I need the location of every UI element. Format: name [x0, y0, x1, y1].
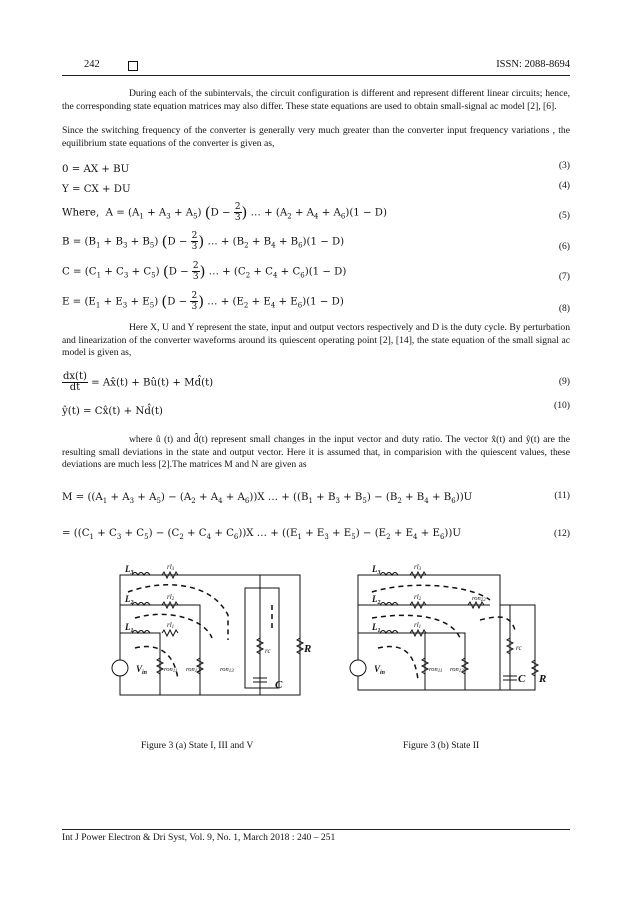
paragraph-4: where û (t) and d̂(t) represent small changes in the input vector and duty ratio. The vector x̂(t) and ŷ(t) are the resulting small deviations in the state and output vector. Here it is assumed that, in comparision with the quiescent values, these deviations are much less [2].The matrices M and N are given as	[62, 434, 570, 470]
svg-text:L1: $L_1$	[125, 622, 134, 634]
issn: ISSN: 2088-8694	[496, 59, 570, 70]
svg-text:C: C	[275, 679, 283, 691]
equation-number-3: (3)	[558, 160, 570, 171]
svg-text:Vin: $V_{in}$	[374, 664, 386, 676]
svg-text:rl3: rl3	[167, 563, 175, 572]
figure-caption-a: Figure 3 (a) State I, III and V	[141, 740, 254, 751]
footer-rule	[62, 829, 570, 830]
equation-3: 0 = AX + BU	[62, 164, 130, 175]
svg-text:ron13: ron13	[220, 666, 234, 674]
svg-text:rl1: rl1	[167, 621, 175, 630]
equation-number-11: (11)	[554, 490, 570, 501]
square-icon	[128, 61, 138, 71]
svg-text:L3: $L_3$	[125, 564, 134, 576]
equation-number-4: (4)	[558, 180, 570, 191]
equation-number-12: (12)	[554, 528, 570, 539]
equation-11: $M = ((A_1 + A_3 + A_5) - (A_2 + A_4 + A_6))X$ … + $((B_1 + B_3 + B_5) - (B_2 + B_4 + B_6))U$	[62, 492, 473, 506]
equation-9: $\frac{dx(t)}{dt}$ = Ax̂(t) + Bû(t) + Md̂(t)	[63, 371, 214, 393]
equation-number-8: (8)	[558, 303, 570, 314]
equation-5: Where, $A = (A_1 + A_3 + A_5) (D$ − $\frac{2}{3}$ ) … + $(A_2 + A_4 + A_6)(1 - D)$	[62, 202, 387, 223]
svg-text:R: R	[304, 643, 312, 655]
header-rule	[62, 75, 570, 76]
svg-text:C: C	[518, 673, 526, 685]
equation-4: Y = CX + DU	[62, 184, 131, 195]
equation-number-5: (5)	[558, 210, 570, 221]
equation-7: $C = (C_1 + C_3 + C_5) (D$ − $\frac{2}{3}$ ) … + $(C_2 + C_4 + C_6)(1 - D)$	[62, 261, 347, 282]
figure-caption-b: Figure 3 (b) State II	[403, 740, 480, 751]
svg-text:R: R	[539, 673, 547, 685]
circuit-diagram-state-1	[100, 560, 310, 705]
equation-12: = $((C_1 + C_3 + C_5) - (C_2 + C_4 + C_6))X$ … + $((E_1 + E_3 + E_5) - (E_2 + E_4 + E_6))U$	[62, 528, 461, 542]
equation-number-9: (9)	[558, 376, 570, 387]
paragraph-3: Here X, U and Y represent the state, input and output vectors respectively and D is the duty cycle. By perturbation and linearization of the converter waveforms around its quiescent operating point [2], [14], the state equation of the small signal ac model is given as,	[62, 322, 570, 358]
svg-text:ron11: ron11	[429, 666, 443, 674]
equation-10: ŷ(t) = Cx̂(t) + Nd̂(t)	[62, 406, 163, 417]
svg-text:L3: $L_3$	[372, 564, 381, 576]
footer-citation: Int J Power Electron & Dri Syst, Vol. 9, No. 1, March 2018 : 240 – 251	[62, 832, 336, 843]
svg-text:ron22: ron22	[472, 595, 486, 603]
svg-text:rl2: rl2	[414, 593, 422, 602]
svg-text:L2: $L_2$	[125, 594, 134, 606]
svg-text:L2: $L_2$	[372, 594, 381, 606]
equation-number-6: (6)	[558, 241, 570, 252]
equation-8: $E = (E_1 + E_3 + E_5) (D$ − $\frac{2}{3}$ ) … + $(E_2 + E_4 + E_6)(1 - D)$	[62, 291, 344, 312]
equation-6: $B = (B_1 + B_3 + B_5) (D$ − $\frac{2}{3}$ ) … + $(B_2 + B_4 + B_6)(1 - D)$	[62, 231, 345, 252]
svg-text:rl2: rl2	[167, 593, 175, 602]
svg-text:rl3: rl3	[414, 563, 422, 572]
paragraph-2: Since the switching frequency of the converter is generally very much greater than the converter input frequency variations , the equilibrium state equations of the converter is given as,	[62, 125, 570, 149]
svg-text:rc: rc	[265, 647, 271, 655]
equation-number-10: (10)	[554, 400, 570, 411]
page-number: 242	[84, 59, 100, 70]
svg-text:rl1: rl1	[414, 621, 422, 630]
svg-text:ron11: ron11	[164, 666, 178, 674]
paragraph-1: During each of the subintervals, the circuit configuration is different and represent different linear circuits; hence, the corresponding state equation matrices may also differ. These state equations are used to obtain small-signal ac model [2], [6].	[62, 88, 570, 112]
svg-text:rc: rc	[516, 644, 522, 652]
equation-number-7: (7)	[558, 271, 570, 282]
circuit-diagram-state-2	[350, 560, 550, 705]
svg-text:Vin: $V_{in}$	[136, 664, 148, 676]
svg-text:L1: $L_1$	[372, 622, 381, 634]
svg-text:ron12: ron12	[186, 666, 200, 674]
svg-text:ron13: ron13	[450, 666, 464, 674]
